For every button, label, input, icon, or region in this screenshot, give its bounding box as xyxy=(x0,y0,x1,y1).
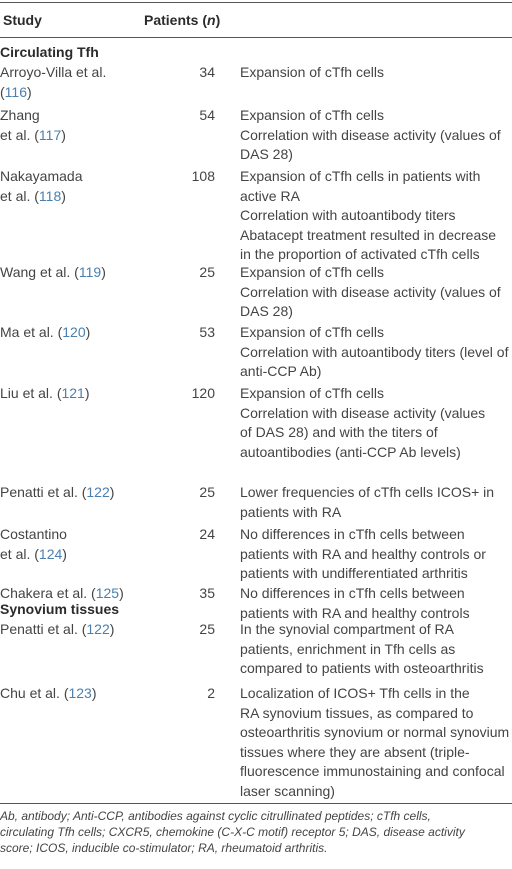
findings-line: patients with RA and healthy controls or xyxy=(240,545,486,562)
findings-line: Expansion of cTfh cells xyxy=(240,264,384,280)
study-line xyxy=(0,545,225,565)
patients-cell: 53 xyxy=(199,324,215,340)
findings-cell xyxy=(240,106,512,165)
patients-cell: 24 xyxy=(199,526,215,542)
findings-cell xyxy=(240,584,512,623)
study-line xyxy=(0,126,225,146)
study-text: ( xyxy=(0,83,5,100)
findings-line: of DAS 28) and with the titers of xyxy=(240,424,438,440)
findings-line: Correlation with autoantibody titers (level of xyxy=(240,343,509,360)
findings-line: In the synovial compartment of RA xyxy=(240,621,454,637)
patients-cell: 34 xyxy=(199,64,215,80)
findings-line: No differences in cTfh cells between xyxy=(240,526,465,542)
study-text-close: ) xyxy=(85,324,91,340)
study-text-close: ) xyxy=(61,187,66,204)
top-rule xyxy=(0,2,512,3)
findings-cell xyxy=(240,323,512,382)
findings-line: osteoarthritis synovium or normal synovium xyxy=(240,724,510,740)
reference-link[interactable]: 125 xyxy=(95,585,120,601)
study-text: Penatti et al. ( xyxy=(0,484,87,500)
study-text-close: ) xyxy=(119,585,124,601)
header-study: Study xyxy=(3,12,42,28)
patients-cell: 120 xyxy=(191,385,215,401)
findings-line: patients with RA and healthy controls xyxy=(240,604,470,621)
header-rule xyxy=(0,37,512,38)
reference-link[interactable]: 119 xyxy=(78,264,102,280)
findings-line: anti-CCP Ab) xyxy=(240,363,322,379)
study-text-close: ) xyxy=(61,126,66,143)
study-text: et al. ( xyxy=(0,545,39,562)
study-text-close: ) xyxy=(91,685,97,701)
findings-line: compared to patients with osteoarthritis xyxy=(240,660,484,676)
findings-line: in the proportion of activated cTfh cells xyxy=(240,246,480,262)
study-text: Costantino xyxy=(0,526,67,542)
findings-line: Expansion of cTfh cells xyxy=(240,324,384,340)
reference-link[interactable]: 121 xyxy=(61,385,85,401)
findings-line: active RA xyxy=(240,187,300,204)
header-patients-close: ) xyxy=(215,12,221,28)
findings-line: Correlation with autoantibody titers xyxy=(240,207,456,223)
study-text: Nakayamada xyxy=(0,168,83,184)
findings-line: autoantibodies (anti-CCP Ab levels) xyxy=(240,443,461,460)
header-patients-label: Patients ( xyxy=(144,12,208,28)
findings-line: Expansion of cTfh cells in patients with xyxy=(240,168,481,184)
section-title: Synovium tissues xyxy=(0,601,120,617)
study-text-close: ) xyxy=(109,621,115,637)
study-text-close: ) xyxy=(84,385,90,401)
findings-line: patients with RA xyxy=(240,503,342,520)
findings-line: tissues where they are absent (triple- xyxy=(240,743,470,760)
findings-line: Expansion of cTfh cells xyxy=(240,385,384,401)
findings-line: Correlation with disease activity (values xyxy=(240,404,486,421)
findings-cell xyxy=(240,63,512,83)
study-text: et al. ( xyxy=(0,187,39,204)
patients-cell: 2 xyxy=(207,685,215,701)
study-text: Wang et al. ( xyxy=(0,264,79,280)
findings-cell xyxy=(240,167,512,265)
patients-cell: 35 xyxy=(199,585,215,601)
table-footnote xyxy=(0,808,512,856)
findings-line: Correlation with disease activity (values of xyxy=(240,126,501,143)
study-text-close: ) xyxy=(101,264,106,280)
study-text: Arroyo-Villa et al. xyxy=(0,64,107,80)
findings-line: DAS 28) xyxy=(240,146,293,162)
reference-link[interactable]: 122 xyxy=(86,621,110,637)
study-text: Chakera et al. ( xyxy=(0,585,96,601)
findings-line: Abatacept treatment resulted in decrease xyxy=(240,226,497,243)
study-text: Liu et al. ( xyxy=(0,385,62,401)
study-text: et al. ( xyxy=(0,126,39,143)
patients-cell: 25 xyxy=(199,264,215,280)
findings-line: patients with undifferentiated arthritis xyxy=(240,565,468,581)
reference-link[interactable]: 122 xyxy=(86,484,110,500)
findings-line: patients, enrichment in Tfh cells as xyxy=(240,640,456,657)
study-text: Ma et al. ( xyxy=(0,324,63,340)
footnote-line: Ab, antibody; Anti-CCP, antibodies against cyclic citrullinated peptides; cTfh cells, xyxy=(0,809,431,823)
reference-link[interactable]: 123 xyxy=(68,685,92,701)
findings-cell xyxy=(240,525,512,584)
findings-cell xyxy=(240,620,512,679)
reference-link[interactable]: 120 xyxy=(62,324,86,340)
findings-line: No differences in cTfh cells between xyxy=(240,585,465,601)
study-text: Chu et al. ( xyxy=(0,685,69,701)
findings-line: Localization of ICOS+ Tfh cells in the xyxy=(240,685,470,701)
study-text: Penatti et al. ( xyxy=(0,621,87,637)
patients-cell: 25 xyxy=(199,484,215,500)
patients-cell: 25 xyxy=(199,621,215,637)
findings-line: laser scanning) xyxy=(240,782,335,799)
header-patients-n: n xyxy=(207,12,216,28)
patients-cell: 54 xyxy=(199,107,215,123)
bottom-rule xyxy=(0,803,512,804)
reference-link[interactable]: 124 xyxy=(38,545,63,562)
findings-cell xyxy=(240,684,512,801)
study-text-close: ) xyxy=(27,83,32,100)
findings-cell xyxy=(240,263,512,322)
findings-line: RA synovium tissues, as compared to xyxy=(240,704,474,721)
findings-line: Expansion of cTfh cells xyxy=(240,107,384,123)
reference-link[interactable]: 116 xyxy=(4,83,27,100)
findings-line: DAS 28) xyxy=(240,303,293,319)
study-text: Zhang xyxy=(0,107,40,123)
findings-line: Correlation with disease activity (values of xyxy=(240,283,501,300)
study-text-close: ) xyxy=(62,545,67,562)
study-text-close: ) xyxy=(109,484,115,500)
findings-line: Lower frequencies of cTfh cells ICOS+ in xyxy=(240,484,495,500)
findings-cell xyxy=(240,384,512,462)
reference-link[interactable]: 118 xyxy=(38,187,62,204)
reference-link[interactable]: 117 xyxy=(38,126,62,143)
findings-cell xyxy=(240,483,512,522)
patients-cell: 108 xyxy=(191,168,215,184)
footnote-line: circulating Tfh cells; CXCR5, chemokine (C-X-C motif) receptor 5; DAS, disease activity xyxy=(0,825,465,839)
findings-line: Expansion of cTfh cells xyxy=(240,64,384,80)
study-line xyxy=(0,187,225,207)
study-line xyxy=(0,83,225,103)
section-title: Circulating Tfh xyxy=(0,44,99,60)
findings-line: fluorescence immunostaining and confocal xyxy=(240,763,505,779)
footnote-line: score; ICOS, inducible co-stimulator; RA, rheumatoid arthritis. xyxy=(0,841,328,855)
header-patients xyxy=(144,11,220,29)
